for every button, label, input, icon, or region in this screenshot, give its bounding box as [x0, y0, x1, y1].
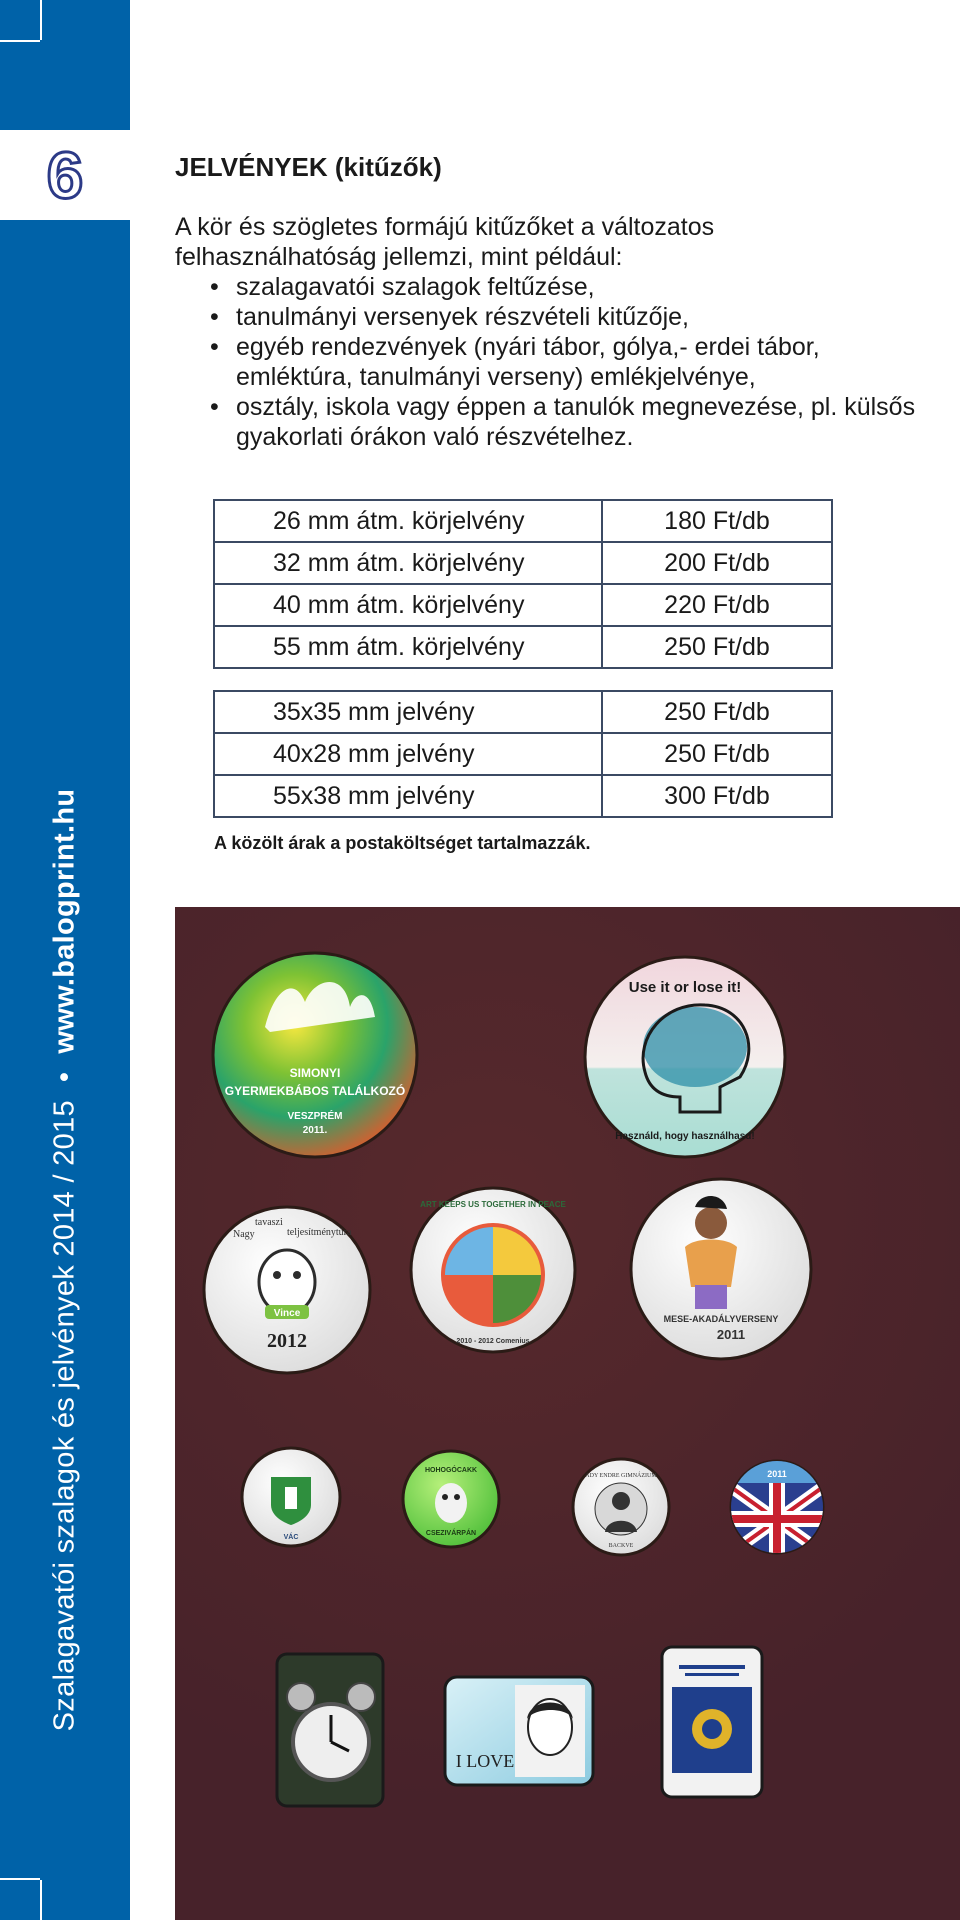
badge-mese-akadalyverseny [631, 1179, 811, 1359]
badge-text: Nagy [233, 1229, 255, 1240]
crop-mark [0, 1878, 40, 1880]
badge-vac [242, 1448, 340, 1546]
badges-illustration [175, 907, 960, 1920]
table-row [214, 584, 832, 626]
badge-text: Használd, hogy használhasd! [615, 1131, 755, 1142]
badge-text: ADY ENDRE GIMNÁZIUM [585, 1473, 657, 1479]
badge-price-cell: 300 Ft/db [602, 775, 832, 817]
badge-size-cell: 40 mm átm. körjelvény [214, 584, 602, 626]
page-number [0, 132, 130, 218]
table-row [214, 500, 832, 542]
badge-text: MESE-AKADÁLYVERSENY [663, 1314, 779, 1324]
list-item: • osztály, iskola vagy éppen a tanulók megnevezése, pl. külsős gyakorlati órákon való részvételhez. [210, 392, 930, 452]
usage-list [210, 272, 930, 452]
badge-text: 2011 [767, 1469, 787, 1479]
section-heading: JELVÉNYEK (kitűzők) [175, 152, 442, 182]
list-item: • szalagavatói szalagok feltűzése, [210, 272, 930, 302]
badge-i-love [445, 1677, 593, 1785]
badge-green-owl [403, 1451, 499, 1547]
publication-title: Szalagavatói szalagok és jelvények 2014 / 2015 [48, 1100, 81, 1732]
badge-size-cell: 40x28 mm jelvény [214, 733, 602, 775]
badge-size-cell: 32 mm átm. körjelvény [214, 542, 602, 584]
badge-vince-2012 [204, 1207, 370, 1373]
badge-text: 2011 [716, 1327, 746, 1342]
table-row [214, 691, 832, 733]
badge-size-cell: 26 mm átm. körjelvény [214, 500, 602, 542]
sidebar-vertical-text [49, 789, 82, 1732]
badge-text: I LOVE [455, 1751, 515, 1771]
table-row [214, 733, 832, 775]
round-badge-price-table [213, 499, 833, 669]
badge-text: CSEZIVÁRPÁN [425, 1530, 477, 1537]
badge-text: HOHOGÓCAKK [424, 1467, 478, 1474]
badge-text: 2012 [267, 1330, 307, 1352]
badge-text: teljesítménytúra [287, 1227, 352, 1238]
badges-photo [175, 907, 960, 1920]
badge-text: Vince [273, 1308, 301, 1319]
badge-text: SIMONYI [289, 1066, 341, 1080]
badge-blue-emblem [662, 1647, 762, 1797]
crop-mark [0, 40, 40, 42]
badge-size-cell: 55 mm átm. körjelvény [214, 626, 602, 668]
sidebar-top-block [0, 0, 130, 130]
badge-text: 2010 - 2012 Comenius [456, 1338, 530, 1345]
badge-comenius [411, 1188, 575, 1352]
badge-use-it-or-lose-it [585, 957, 785, 1157]
list-item: • tanulmányi versenyek részvételi kitűzője, [210, 302, 930, 332]
badge-text: GYERMEKBÁBOS TALÁLKOZÓ [224, 1084, 406, 1098]
list-item: • egyéb rendezvények (nyári tábor, gólya,- erdei tábor, emléktúra, tanulmányi verseny) emlékjelvénye, [210, 332, 930, 392]
badge-text: VESZPRÉM [287, 1111, 343, 1122]
square-badge-price-table [213, 690, 833, 818]
badge-price-cell: 250 Ft/db [602, 733, 832, 775]
badge-simonyi [213, 953, 417, 1157]
badge-text: Use it or lose it! [628, 979, 742, 996]
table-row [214, 775, 832, 817]
badge-text: ART KEEPS US TOGETHER IN PEACE [420, 1200, 566, 1209]
badge-text: tavaszi [255, 1217, 283, 1228]
badge-size-cell: 55x38 mm jelvény [214, 775, 602, 817]
badge-alarm-clock [277, 1654, 383, 1806]
badge-size-cell: 35x35 mm jelvény [214, 691, 602, 733]
crop-mark [40, 0, 42, 40]
separator-dot: • [48, 1071, 81, 1083]
crop-mark [40, 1880, 42, 1920]
table-row [214, 626, 832, 668]
badge-price-cell: 250 Ft/db [602, 626, 832, 668]
badge-price-cell: 220 Ft/db [602, 584, 832, 626]
badge-price-cell: 200 Ft/db [602, 542, 832, 584]
badge-text: BACKVE [608, 1543, 634, 1549]
table-row [214, 542, 832, 584]
website-link[interactable]: www.balogprint.hu [48, 788, 81, 1054]
price-note: A közölt árak a postaköltséget tartalmazzák. [214, 833, 591, 853]
badge-ady-endre [573, 1459, 669, 1555]
intro-text: A kör és szögletes formájú kitűzőket a változatos felhasználhatóság jellemzi, mint például: [175, 213, 715, 271]
badge-price-cell: 250 Ft/db [602, 691, 832, 733]
badge-price-cell: 180 Ft/db [602, 500, 832, 542]
badge-text: 2011. [302, 1125, 328, 1136]
badge-text: VÁC [283, 1534, 299, 1541]
badge-union-jack [731, 1461, 823, 1553]
page-number-text: 6 [46, 140, 84, 210]
